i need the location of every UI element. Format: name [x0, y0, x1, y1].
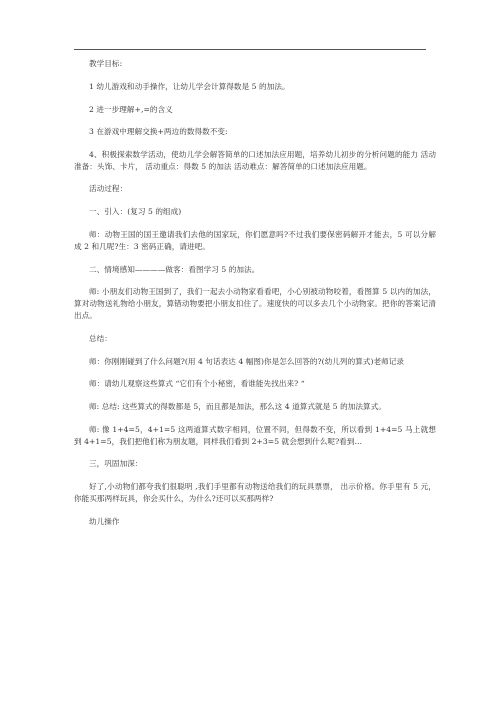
paragraph-summary-4: 师: 像 1+4=5，4+1=5 这两道算式数字相同，位置不同，但得数不变，所以看到 1+4=5 马上就想到 4+1=5，我们把他们称为朋友题，同样我们看到 2+3=5 就会想到什么呢?看到… [74, 424, 436, 446]
paragraph-process-title: 活动过程： [89, 184, 128, 194]
paragraph-child-operation: 幼儿操作 [89, 516, 120, 526]
paragraph-teaching-goals-title: 教学目标: [89, 59, 123, 68]
document-body [74, 58, 436, 538]
paragraph-consolidate-title: 三，巩固加深： [89, 459, 143, 469]
paragraph-situation-title: 二、情境感知————做客：看图学习 5 的加法。 [89, 264, 260, 274]
paragraph-goal-4: 4、积极探索数学活动，使幼儿学会解答简单的口述加法应用题，培养幼儿初步的分析问题的能力 活动准备：头饰、卡片， 活动重点：得数 5 的加法 活动难点：解答简单的口述加法应用题。 [74, 149, 436, 171]
paragraph-summary-title: 总结： [89, 333, 112, 343]
paragraph-situation-body: 师: 小朋友们动物王国到了，我们一起去小动物家看看吧，小心别被动物咬着，看图算 5 以内的加法，算对动物送礼物给小朋友，算错动物要把小朋友扣住了。速度快的可以多去几个小动物家。把你的答案记清出点。 [74, 287, 436, 321]
paragraph-goal-1: 1 幼儿游戏和动手操作，让幼儿学会计算得数是 5 的加法。 [89, 82, 290, 91]
paragraph-goal-2: 2 进一步理解+,=的含义 [89, 104, 173, 114]
paragraph-summary-1: 师：你刚刚碰到了什么问题?(用 4 句话表达 4 幅图)你是怎么回答的?(幼儿列的算式)老师记录 [89, 356, 405, 366]
paragraph-summary-3: 师: 总结: 这些算式的得数都是 5，而且都是加法，那么这 4 道算式就是 5 的加法算式。 [89, 401, 386, 411]
paragraph-summary-2: 师：请幼儿观察这些算式 “它们有个小秘密，看谁能先找出来? “ [89, 379, 305, 389]
paragraph-intro-title: 一、引入：(复习 5 的组成) [89, 207, 182, 217]
header-rule [74, 49, 426, 50]
paragraph-consolidate-body: 好了,小动物们都夸我们很聪明 ,我们手里都有动物送给我们的玩具票票， 出示价格。你手里有 5 元，你能买那两样玩具，你会买什么，为什么?还可以买那两样? [74, 482, 436, 504]
paragraph-goal-3: 3 在游戏中理解交换+两边的数得数不变: [89, 127, 228, 137]
paragraph-intro-body: 师：动物王国的国王邀请我们去他的国家玩，你们愿意吗?不过我们要保密码解开才能去，5 可以分解成 2 和几呢?生：3 密码正确，请进吧。 [74, 229, 436, 251]
